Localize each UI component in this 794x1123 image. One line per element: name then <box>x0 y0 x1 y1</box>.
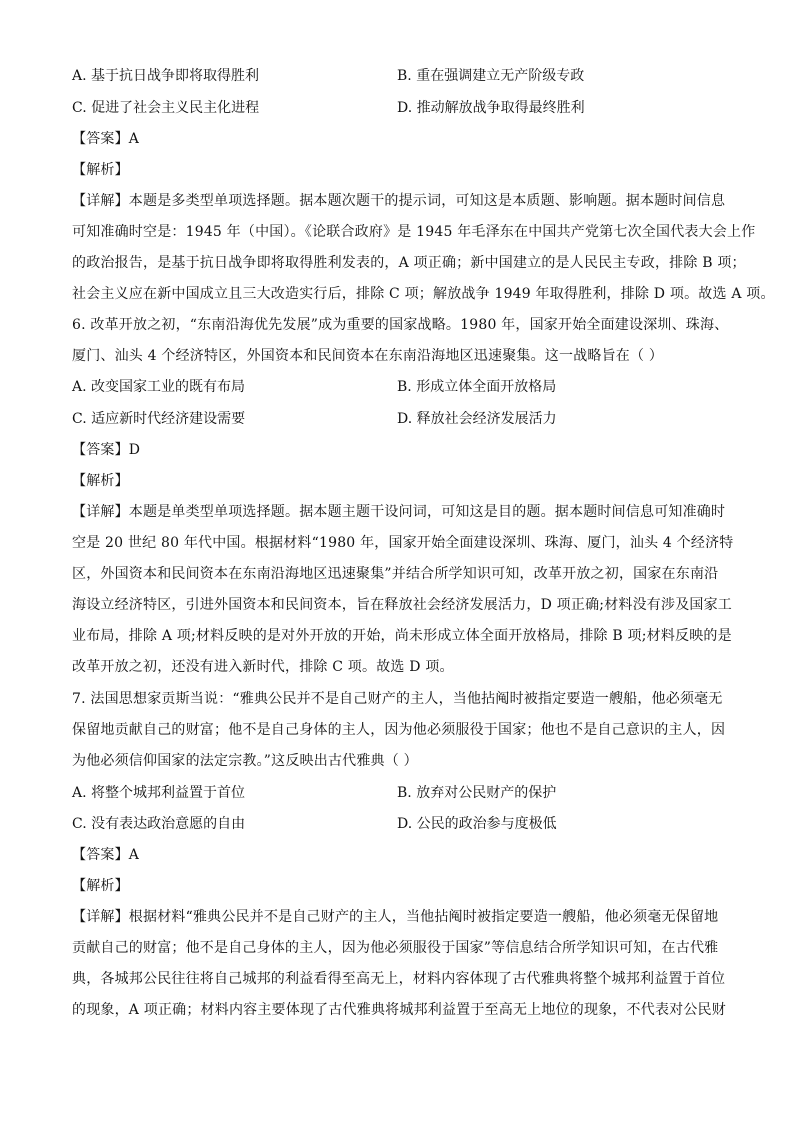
q6-option-d: D. 释放社会经济发展活力 <box>397 411 557 427</box>
q7-answer: 【答案】A <box>72 847 140 863</box>
q7-detail-line: 贡献自己的财富；他不是自己身体的主人，因为他必须服役于国家”等信息结合所学知识可知，在古代雅 <box>72 940 719 956</box>
q6-stem-line: 6. 改革开放之初，“东南沿海优先发展”成为重要的国家战略。1980 年，国家开始全面建设深圳、珠海、 <box>72 317 729 333</box>
q5-options-row-2 <box>72 98 724 118</box>
q6-analysis-label: 【解析】 <box>72 473 129 489</box>
q7-stem-line: 7. 法国思想家贡斯当说：“雅典公民并不是自己财产的主人，当他拈阄时被指定要造一艘船，他必须毫无 <box>72 691 723 707</box>
q6-detail-line: 改革开放之初，还没有进入新时代，排除 C 项。故选 D 项。 <box>72 659 454 675</box>
q5-detail-line: 可知准确时空是：1945 年（中国）。《论联合政府》是 1945 年毛泽东在中国共产党第七次全国代表大会上作 <box>72 224 756 240</box>
q5-detail-line: 的政治报告，是基于抗日战争即将取得胜利发表的，A 项正确；新中国建立的是人民民主专政，排除 B 项； <box>72 255 746 271</box>
q7-options-row-1 <box>72 783 724 803</box>
q6-answer: 【答案】D <box>72 442 141 458</box>
q5-option-c: C. 促进了社会主义民主化进程 <box>72 100 260 116</box>
q7-detail-line: 【详解】根据材料“雅典公民并不是自己财产的主人，当他拈阄时被指定要造一艘船，他必须毫无保留地 <box>72 909 719 925</box>
q7-option-a: A. 将整个城邦利益置于首位 <box>72 785 246 801</box>
q6-detail-line: 区，外国资本和民间资本在东南沿海地区迅速聚集”并结合所学知识可知，改革开放之初，国家在东南沿 <box>72 566 719 582</box>
q7-detail-line: 典，各城邦公民往往将自己城邦的利益看得至高无上，材料内容体现了古代雅典将整个城邦利益置于首位 <box>72 971 726 987</box>
q5-detail-line: 社会主义应在新中国成立且三大改造实行后，排除 C 项；解放战争 1949 年取得胜利，排除 D 项。故选 A 项。 <box>72 286 775 302</box>
q7-options-row-2 <box>72 814 724 834</box>
q5-analysis-label: 【解析】 <box>72 162 129 178</box>
q7-analysis-label: 【解析】 <box>72 878 129 894</box>
q6-option-a: A. 改变国家工业的既有布局 <box>72 379 246 395</box>
q5-option-b: B. 重在强调建立无产阶级专政 <box>397 68 585 84</box>
q5-detail-line: 【详解】本题是多类型单项选择题。据本题次题干的提示词，可知这是本质题、影响题。据本题时间信息 <box>72 193 726 209</box>
q5-option-a: A. 基于抗日战争即将取得胜利 <box>72 68 260 84</box>
q7-option-b: B. 放弃对公民财产的保护 <box>397 785 557 801</box>
q5-option-d: D. 推动解放战争取得最终胜利 <box>397 100 585 116</box>
q5-options-row-1 <box>72 66 724 86</box>
q6-options-row-1 <box>72 377 724 397</box>
q7-stem-line: 为他必须信仰国家的法定宗教。”这反映出古代雅典（ ） <box>72 753 418 769</box>
q6-option-b: B. 形成立体全面开放格局 <box>397 379 557 395</box>
q6-detail-line: 海设立经济特区，引进外国资本和民间资本，旨在释放社会经济发展活力，D 项正确;材料没有涉及国家工 <box>72 597 732 613</box>
q6-stem-line: 厦门、汕头 4 个经济特区，外国资本和民间资本在东南沿海地区迅速聚集。这一战略旨在（ ） <box>72 348 664 364</box>
q6-option-c: C. 适应新时代经济建设需要 <box>72 411 246 427</box>
q5-answer: 【答案】A <box>72 131 140 147</box>
q7-option-d: D. 公民的政治参与度极低 <box>397 816 557 832</box>
q6-detail-line: 空是 20 世纪 80 年代中国。根据材料“1980 年，国家开始全面建设深圳、珠海、厦门，汕头 4 个经济特 <box>72 535 734 551</box>
q7-option-c: C. 没有表达政治意愿的自由 <box>72 816 246 832</box>
q6-detail-line: 【详解】本题是单类型单项选择题。据本题主题干设问词，可知这是目的题。据本题时间信息可知准确时 <box>72 504 726 520</box>
q6-options-row-2 <box>72 409 724 429</box>
q7-stem-line: 保留地贡献自己的财富；他不是自己身体的主人，因为他必须服役于国家；他也不是自己意识的主人，因 <box>72 722 726 738</box>
q6-detail-line: 业布局，排除 A 项;材料反映的是对外开放的开始，尚未形成立体全面开放格局，排除 B 项;材料反映的是 <box>72 628 732 644</box>
q7-detail-line: 的现象，A 项正确；材料内容主要体现了古代雅典将城邦利益置于至高无上地位的现象，不代表对公民财 <box>72 1002 726 1018</box>
